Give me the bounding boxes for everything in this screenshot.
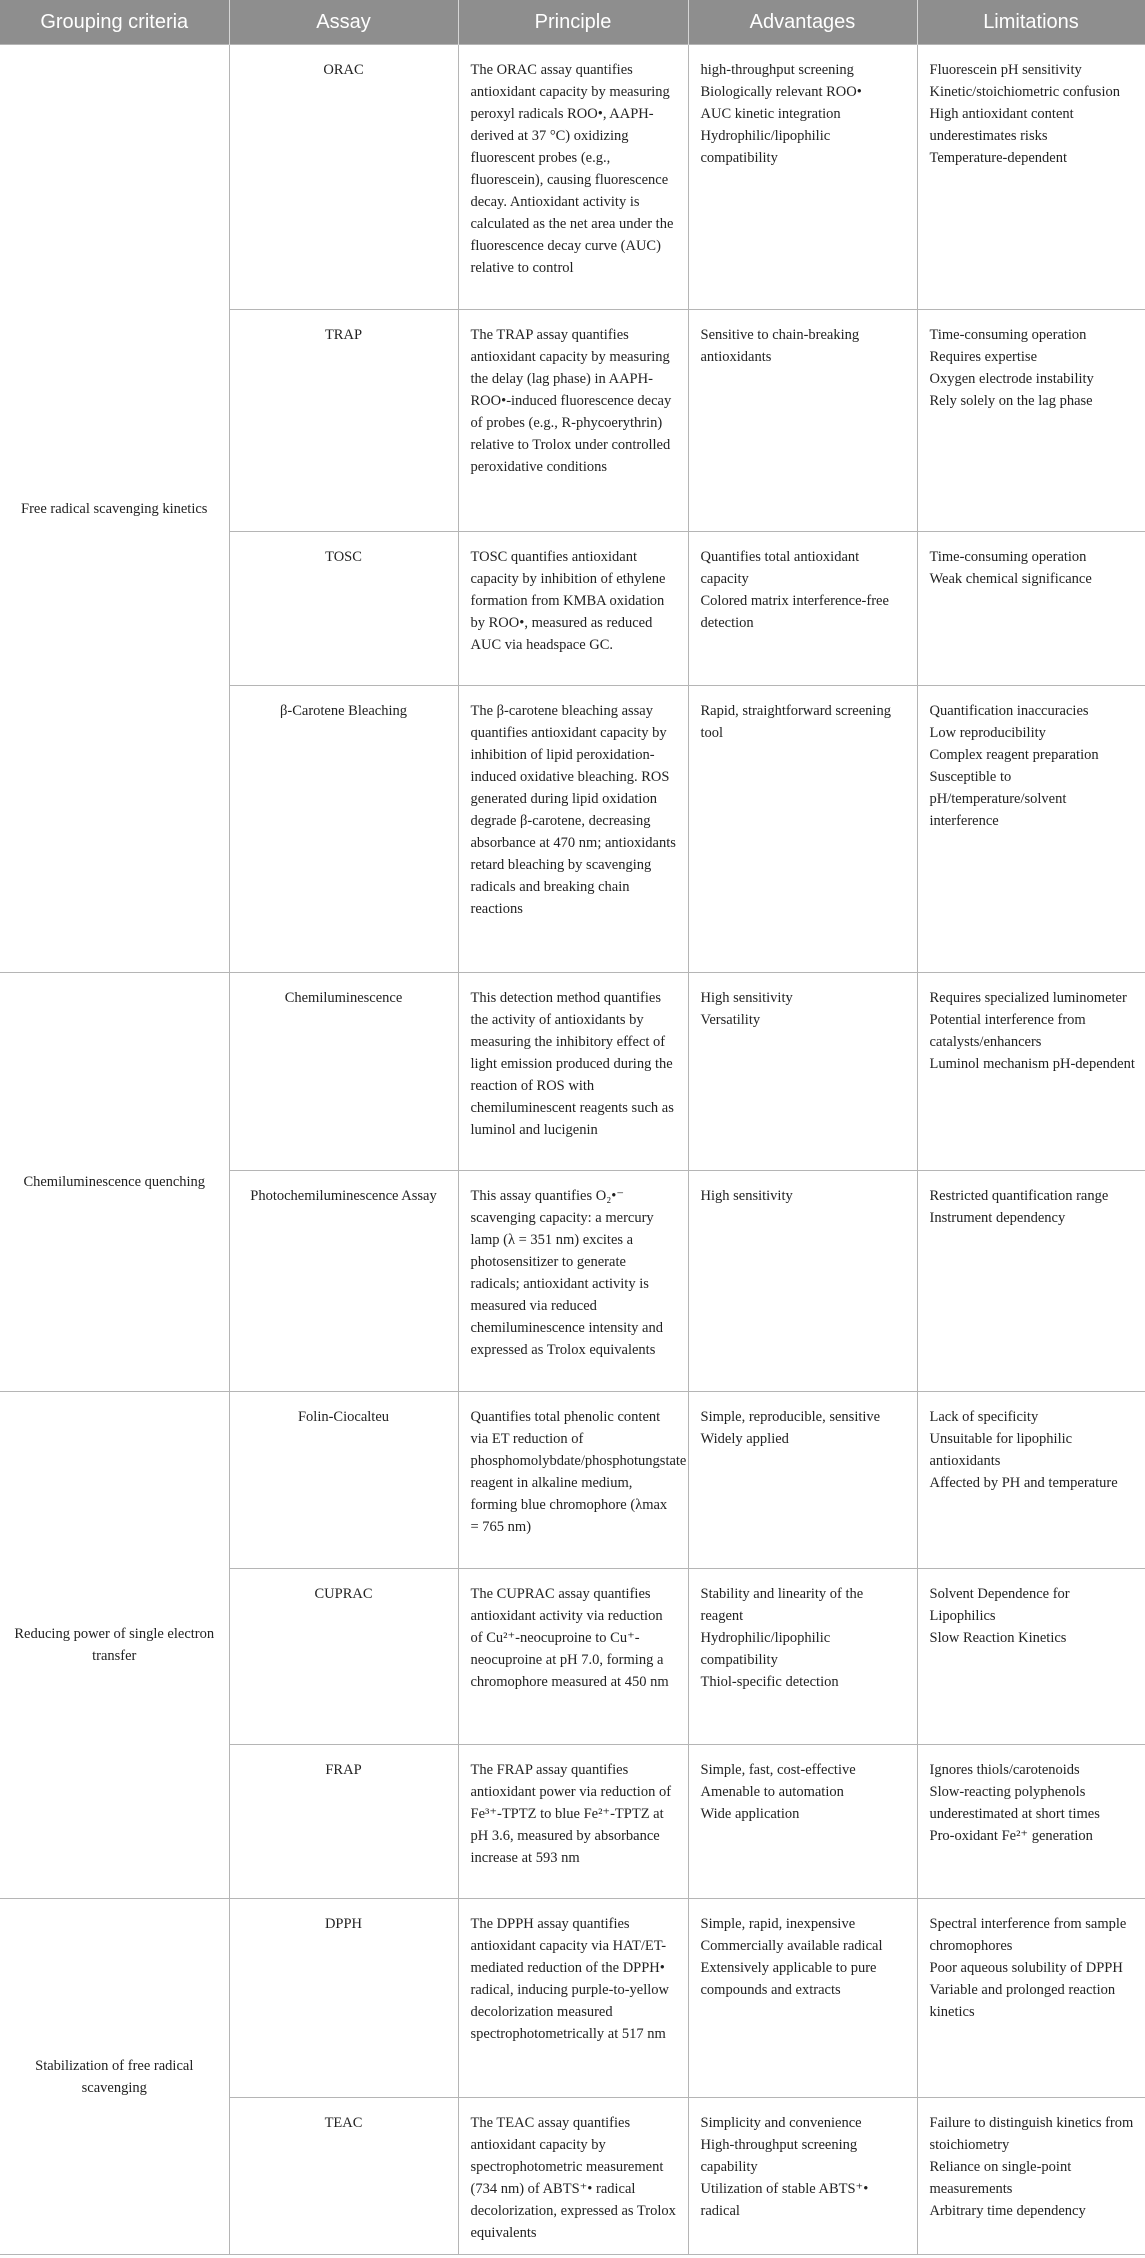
advantage-item: Simple, fast, cost-effective (700, 1762, 856, 1778)
advantages-cell (688, 1899, 917, 2098)
limitation-item: Rely solely on the lag phase (929, 393, 1093, 409)
principle-cell: The TRAP assay quantifies antioxidant capacity by measuring the delay (lag phase) in AAPH-ROO•-induced fluorescence decay of probes (e.g., R-phycoerythrin) relative to Trolox under controlled peroxidative conditions (458, 310, 688, 532)
limitations-cell (917, 973, 1145, 1171)
advantages-cell (688, 973, 917, 1171)
limitation-item: Time-consuming operation (929, 549, 1087, 565)
advantages-cell (688, 1569, 917, 1745)
limitation-item: Failure to distinguish kinetics from stoichiometry (929, 2115, 1134, 2153)
limitations-cell (917, 686, 1145, 973)
assay-name-cell: β-Carotene Bleaching (229, 686, 458, 973)
limitation-item: Complex reagent preparation (929, 747, 1099, 763)
limitations-cell (917, 1899, 1145, 2098)
advantage-item: Colored matrix interference-free detection (700, 593, 889, 631)
limitation-item: Temperature-dependent (929, 150, 1067, 166)
advantage-item: Simple, reproducible, sensitive (700, 1409, 881, 1425)
limitation-item: Spectral interference from sample chromophores (929, 1916, 1127, 1954)
limitations-cell (917, 1171, 1145, 1392)
advantage-item: Wide application (700, 1806, 800, 1822)
advantages-cell (688, 45, 917, 310)
limitation-item: High antioxidant content underestimates risks (929, 106, 1074, 144)
principle-cell: The FRAP assay quantifies antioxidant power via reduction of Fe³⁺-TPTZ to blue Fe²⁺-TPTZ at pH 3.6, measured by absorbance increase at 593 nm (458, 1745, 688, 1899)
principle-cell: TOSC quantifies antioxidant capacity by inhibition of ethylene formation from KMBA oxidation by ROO•, measured as reduced AUC via headspace GC. (458, 532, 688, 686)
table-row (0, 1392, 1145, 1569)
advantages-cell (688, 310, 917, 532)
assay-name-cell: DPPH (229, 1899, 458, 2098)
grouping-criteria-cell: Stabilization of free radical scavenging (0, 1899, 229, 2255)
limitation-item: Ignores thiols/carotenoids (929, 1762, 1080, 1778)
limitations-cell (917, 532, 1145, 686)
assay-name-cell: CUPRAC (229, 1569, 458, 1745)
advantages-cell (688, 532, 917, 686)
advantage-item: Biologically relevant ROO• (700, 84, 862, 100)
advantage-item: AUC kinetic integration (700, 106, 841, 122)
header-row (0, 0, 1145, 45)
advantage-item: Widely applied (700, 1431, 789, 1447)
grouping-criteria-cell: Chemiluminescence quenching (0, 973, 229, 1392)
limitations-cell (917, 1745, 1145, 1899)
header-assay: Assay (229, 0, 458, 45)
limitation-item: Instrument dependency (929, 1210, 1066, 1226)
limitations-cell (917, 45, 1145, 310)
assay-name-cell: Chemiluminescence (229, 973, 458, 1171)
header-advantages: Advantages (688, 0, 917, 45)
advantages-cell (688, 2098, 917, 2255)
limitations-cell (917, 310, 1145, 532)
advantage-item: Commercially available radical (700, 1938, 883, 1954)
advantage-item: Extensively applicable to pure compounds and extracts (700, 1960, 877, 1998)
limitation-item: Fluorescein pH sensitivity (929, 62, 1082, 78)
advantage-item: High sensitivity (700, 990, 793, 1006)
header-principle: Principle (458, 0, 688, 45)
limitation-item: Affected by PH and temperature (929, 1475, 1118, 1491)
limitation-item: Potential interference from catalysts/enhancers (929, 1012, 1086, 1050)
limitations-cell (917, 1392, 1145, 1569)
limitation-item: Susceptible to pH/temperature/solvent interference (929, 769, 1067, 829)
table-body (0, 45, 1145, 2255)
advantage-item: Utilization of stable ABTS⁺• radical (700, 2181, 869, 2219)
advantage-item: Quantifies total antioxidant capacity (700, 549, 860, 587)
limitation-item: Variable and prolonged reaction kinetics (929, 1982, 1116, 2020)
limitation-item: Kinetic/stoichiometric confusion (929, 84, 1120, 100)
limitation-item: Oxygen electrode instability (929, 371, 1094, 387)
assay-name-cell: Folin-Ciocalteu (229, 1392, 458, 1569)
advantage-item: Thiol-specific detection (700, 1674, 839, 1690)
table-row (0, 1899, 1145, 2098)
advantage-item: Sensitive to chain-breaking antioxidants (700, 327, 860, 365)
principle-cell: The ORAC assay quantifies antioxidant capacity by measuring peroxyl radicals ROO•, AAPH-derived at 37 °C) oxidizing fluorescent probes (e.g., fluorescein), causing fluorescence decay. Antioxidant activity is calculated as the net area under the fluorescence decay curve (AUC) relative to control (458, 45, 688, 310)
limitation-item: Slow Reaction Kinetics (929, 1630, 1067, 1646)
advantage-item: High sensitivity (700, 1188, 793, 1204)
limitation-item: Poor aqueous solubility of DPPH (929, 1960, 1123, 1976)
table-header (0, 0, 1145, 45)
principle-cell: The TEAC assay quantifies antioxidant capacity by spectrophotometric measurement (734 nm) of ABTS⁺• radical decolorization, expressed as Trolox equivalents (458, 2098, 688, 2255)
advantage-item: Simple, rapid, inexpensive (700, 1916, 856, 1932)
assay-name-cell: Photochemiluminescence Assay (229, 1171, 458, 1392)
grouping-criteria-cell: Free radical scavenging kinetics (0, 45, 229, 973)
advantage-item: Versatility (700, 1012, 761, 1028)
principle-cell: This assay quantifies O₂•⁻ scavenging capacity: a mercury lamp (λ = 351 nm) excites a photosensitizer to generate radicals; antioxidant activity is measured via reduced chemiluminescence intensity and expressed as Trolox equivalents (458, 1171, 688, 1392)
principle-cell: The DPPH assay quantifies antioxidant capacity via HAT/ET-mediated reduction of the DPPH• radical, inducing purple-to-yellow decolorization measured spectrophotometrically at 517 nm (458, 1899, 688, 2098)
principle-cell: This detection method quantifies the activity of antioxidants by measuring the inhibitory effect of light emission produced during the reaction of ROS with chemiluminescent reagents such as luminol and lucigenin (458, 973, 688, 1171)
advantage-item: Hydrophilic/lipophilic compatibility (700, 128, 831, 166)
header-limitations: Limitations (917, 0, 1145, 45)
limitation-item: Arbitrary time dependency (929, 2203, 1086, 2219)
assay-name-cell: TOSC (229, 532, 458, 686)
limitations-cell (917, 2098, 1145, 2255)
advantages-cell (688, 686, 917, 973)
advantage-item: Stability and linearity of the reagent (700, 1586, 864, 1624)
limitation-item: Unsuitable for lipophilic antioxidants (929, 1431, 1073, 1469)
limitation-item: Luminol mechanism pH-dependent (929, 1056, 1135, 1072)
assay-name-cell: FRAP (229, 1745, 458, 1899)
assay-name-cell: ORAC (229, 45, 458, 310)
limitation-item: Pro-oxidant Fe²⁺ generation (929, 1828, 1093, 1844)
limitation-item: Lack of specificity (929, 1409, 1039, 1425)
limitation-item: Reliance on single-point measurements (929, 2159, 1072, 2197)
advantage-item: Simplicity and convenience (700, 2115, 862, 2131)
table-row (0, 45, 1145, 310)
limitation-item: Requires specialized luminometer (929, 990, 1127, 1006)
limitation-item: Low reproducibility (929, 725, 1046, 741)
limitation-item: Weak chemical significance (929, 571, 1092, 587)
assay-name-cell: TRAP (229, 310, 458, 532)
principle-cell: The CUPRAC assay quantifies antioxidant activity via reduction of Cu²⁺-neocuproine to Cu⁺-neocuproine at pH 7.0, forming a chromophore measured at 450 nm (458, 1569, 688, 1745)
advantage-item: Rapid, straightforward screening tool (700, 703, 891, 741)
limitations-cell (917, 1569, 1145, 1745)
advantages-cell (688, 1745, 917, 1899)
limitation-item: Time-consuming operation (929, 327, 1087, 343)
limitation-item: Restricted quantification range (929, 1188, 1109, 1204)
advantage-item: Amenable to automation (700, 1784, 844, 1800)
grouping-criteria-cell: Reducing power of single electron transfer (0, 1392, 229, 1899)
limitation-item: Solvent Dependence for Lipophilics (929, 1586, 1070, 1624)
principle-cell: The β-carotene bleaching assay quantifies antioxidant capacity by inhibition of lipid peroxidation-induced oxidative bleaching. ROS generated during lipid oxidation degrade β-carotene, decreasing absorbance at 470 nm; antioxidants retard bleaching by scavenging radicals and breaking chain reactions (458, 686, 688, 973)
header-grouping-criteria: Grouping criteria (0, 0, 229, 45)
principle-cell: Quantifies total phenolic content via ET reduction of phosphomolybdate/phosphotungstate reagent in alkaline medium, forming blue chromophore (λmax = 765 nm) (458, 1392, 688, 1569)
advantages-cell (688, 1392, 917, 1569)
advantages-cell (688, 1171, 917, 1392)
advantage-item: high-throughput screening (700, 62, 854, 78)
table-row (0, 973, 1145, 1171)
advantage-item: Hydrophilic/lipophilic compatibility (700, 1630, 831, 1668)
advantage-item: High-throughput screening capability (700, 2137, 858, 2175)
assay-name-cell: TEAC (229, 2098, 458, 2255)
limitation-item: Quantification inaccuracies (929, 703, 1089, 719)
limitation-item: Requires expertise (929, 349, 1038, 365)
limitation-item: Slow-reacting polyphenols underestimated at short times (929, 1784, 1100, 1822)
